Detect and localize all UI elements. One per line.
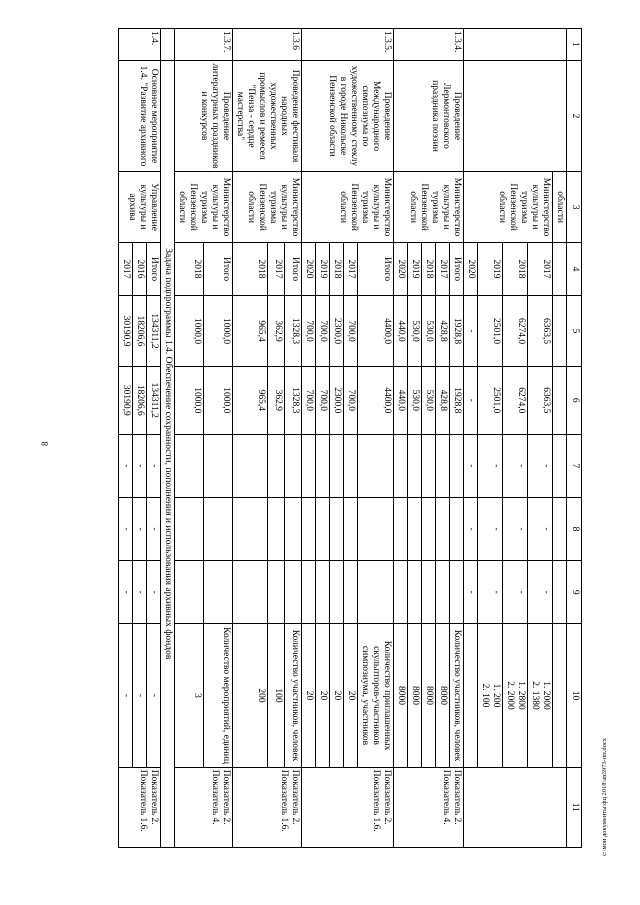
col-header: 1	[567, 29, 582, 61]
value-cell: -	[464, 366, 478, 434]
indicator-cell: -	[133, 624, 147, 767]
cell	[422, 561, 436, 624]
rotated-table-wrapper	[64, 28, 582, 848]
indicator-cell: 1. 2800 2. 2000	[503, 624, 528, 767]
cell	[330, 497, 344, 560]
footer-path: c:\мои документы\фц 2018\ап3973-пп.docx	[601, 737, 608, 856]
cell	[464, 29, 567, 61]
executor-cell: Министерство культуры и туризма Пензенской области	[394, 172, 464, 242]
cell	[330, 561, 344, 624]
cell	[358, 561, 394, 624]
reference-cell: Показатель 2. Показатель 4.	[175, 767, 233, 847]
cell	[161, 29, 175, 61]
year-cell: Итого	[358, 242, 394, 295]
value-cell: -	[119, 561, 133, 624]
header-row	[567, 29, 582, 848]
value-cell: -	[528, 434, 553, 497]
cell	[204, 497, 233, 560]
value-cell: 428,8	[436, 366, 450, 434]
cell	[268, 561, 285, 624]
cell	[422, 434, 436, 497]
col-header: 8	[567, 497, 582, 560]
table-row	[285, 29, 302, 848]
cell	[316, 497, 330, 560]
cell	[450, 561, 464, 624]
cell	[436, 561, 450, 624]
col-header: 9	[567, 561, 582, 624]
task-heading: Задача подпрограммы 1.4. Обеспечение сохранности, пополнения и использования архивных фондов	[161, 60, 175, 847]
value-cell: 4400,0	[358, 296, 394, 366]
reference-cell: Показатель 2. Показатель 1.6.	[119, 767, 161, 847]
value-cell: -	[133, 434, 147, 497]
cell	[285, 497, 302, 560]
indicator-cell: 8000	[436, 624, 450, 767]
cell	[233, 497, 268, 560]
value-cell: -	[133, 497, 147, 560]
cell	[302, 497, 316, 560]
value-cell: 530,0	[408, 366, 422, 434]
value-cell: 700,0	[316, 366, 330, 434]
value-cell: 530,0	[422, 366, 436, 434]
value-cell: -	[147, 561, 161, 624]
indicator-name: Количество участников, человек	[285, 624, 302, 767]
cell	[394, 434, 408, 497]
value-cell: 30190,9	[119, 366, 133, 434]
table-row	[358, 29, 394, 848]
cell	[285, 561, 302, 624]
cell	[553, 624, 567, 767]
cell	[268, 434, 285, 497]
cell	[344, 497, 358, 560]
executor-cell: области	[553, 172, 567, 242]
indicator-cell: 20	[330, 624, 344, 767]
indicator-cell: 1. 2000 2. 1380	[528, 624, 553, 767]
cell	[233, 434, 268, 497]
year-cell: 2020	[464, 242, 478, 295]
year-cell: 2017	[436, 242, 450, 295]
value-cell: 134311,2	[147, 296, 161, 366]
reference-cell: Показатель 2. Показатель 1.6.	[302, 767, 394, 847]
indicator-cell: 20	[302, 624, 316, 767]
year-cell: 2020	[302, 242, 316, 295]
reference-cell: Показатель 2. Показатель 4.	[394, 767, 464, 847]
value-cell: 965,4	[233, 296, 268, 366]
row-number: 1.3.7.	[175, 29, 233, 61]
row-number: 1.3.4.	[394, 29, 464, 61]
indicator-cell: 1. 200 2. 100	[478, 624, 503, 767]
value-cell: 2300,0	[330, 296, 344, 366]
value-cell: 1000,0	[204, 296, 233, 366]
year-cell: Итого	[147, 242, 161, 295]
value-cell: 428,8	[436, 296, 450, 366]
cell	[464, 60, 567, 172]
value-cell: 1928,8	[450, 296, 464, 366]
table-row	[553, 29, 567, 848]
year-cell: Итого	[204, 242, 233, 295]
year-cell: 2018	[233, 242, 268, 295]
col-header: 6	[567, 366, 582, 434]
cell	[422, 497, 436, 560]
cell	[436, 434, 450, 497]
value-cell: 362,9	[268, 366, 285, 434]
value-cell: 1328,3	[285, 296, 302, 366]
cell	[553, 497, 567, 560]
indicator-cell: 100	[268, 624, 285, 767]
cell	[358, 497, 394, 560]
year-cell: 2016	[133, 242, 147, 295]
cell	[175, 561, 204, 624]
cell	[408, 561, 422, 624]
cell	[285, 434, 302, 497]
activity-name: Проведение фестиваля народных художественных промыслов и ремесел "Пенза - сердце мастерства"	[233, 60, 302, 172]
cell	[553, 296, 567, 366]
page-number: 8	[40, 441, 50, 446]
cell	[268, 497, 285, 560]
year-cell: Итого	[285, 242, 302, 295]
cell	[330, 434, 344, 497]
value-cell: -	[503, 434, 528, 497]
value-cell: 1000,0	[175, 366, 204, 434]
cell	[344, 561, 358, 624]
value-cell: 134311,2	[147, 366, 161, 434]
value-cell: 6274,0	[503, 366, 528, 434]
row-number: 1.4.	[119, 29, 161, 61]
cell	[302, 434, 316, 497]
value-cell: -	[478, 561, 503, 624]
value-cell: 700,0	[344, 366, 358, 434]
value-cell: 530,0	[408, 296, 422, 366]
value-cell: -	[464, 497, 478, 560]
row-number: 1.3.5.	[302, 29, 394, 61]
value-cell: -	[528, 561, 553, 624]
col-header: 10	[567, 624, 582, 767]
value-cell: 6363,5	[528, 366, 553, 434]
cell	[233, 561, 268, 624]
value-cell: 1928,8	[450, 366, 464, 434]
year-cell: 2018	[503, 242, 528, 295]
cell	[408, 497, 422, 560]
row-number: 1.3.6	[233, 29, 302, 61]
indicator-cell: 20	[344, 624, 358, 767]
executor-cell: Министерство культуры и туризма Пензенской области	[175, 172, 233, 242]
indicator-cell: -	[147, 624, 161, 767]
indicator-cell: 8000	[408, 624, 422, 767]
cell	[175, 497, 204, 560]
value-cell: -	[478, 497, 503, 560]
value-cell: -	[119, 434, 133, 497]
value-cell: 700,0	[316, 296, 330, 366]
col-header: 7	[567, 434, 582, 497]
year-cell: 2019	[316, 242, 330, 295]
value-cell: 2300,0	[330, 366, 344, 434]
value-cell: 18206,6	[133, 366, 147, 434]
value-cell: -	[503, 497, 528, 560]
value-cell: -	[503, 561, 528, 624]
value-cell: -	[119, 497, 133, 560]
cell	[394, 561, 408, 624]
value-cell: 700,0	[302, 296, 316, 366]
cell	[316, 561, 330, 624]
cell	[450, 497, 464, 560]
cell	[464, 767, 567, 847]
year-cell: 2017	[268, 242, 285, 295]
value-cell: 440,0	[394, 296, 408, 366]
value-cell: -	[147, 434, 161, 497]
program-table	[118, 28, 582, 848]
cell	[358, 434, 394, 497]
year-cell: 2018	[175, 242, 204, 295]
activity-name: Проведение Лермонтовского праздника поэзии	[394, 60, 464, 172]
col-header: 11	[567, 767, 582, 847]
value-cell: -	[528, 497, 553, 560]
value-cell: 700,0	[302, 366, 316, 434]
activity-name: Проведение Международного симпозиума по художественному стеклу в городе Никольске Пензенской области	[302, 60, 394, 172]
year-cell: 2020	[394, 242, 408, 295]
indicator-cell: -	[119, 624, 133, 767]
cell	[436, 497, 450, 560]
cell	[316, 434, 330, 497]
value-cell: 700,0	[344, 296, 358, 366]
value-cell: 1000,0	[204, 366, 233, 434]
col-header: 5	[567, 296, 582, 366]
activity-name: Проведение литературных праздников и конкурсов	[175, 60, 233, 172]
year-cell: 2019	[478, 242, 503, 295]
value-cell: 530,0	[422, 296, 436, 366]
table-row	[161, 29, 175, 848]
value-cell: -	[133, 561, 147, 624]
value-cell: 6363,5	[528, 296, 553, 366]
indicator-name: Количество участников, человек	[450, 624, 464, 767]
indicator-name: Количество приглашенных скульпторов-участников симпозиума, участников	[358, 624, 394, 767]
activity-name: Основное мероприятие 1.4. "Развитие архивного	[119, 60, 161, 172]
cell	[553, 242, 567, 295]
indicator-cell: 8000	[394, 624, 408, 767]
cell	[553, 434, 567, 497]
value-cell: 440,0	[394, 366, 408, 434]
value-cell: 6274,0	[503, 296, 528, 366]
year-cell: 2019	[408, 242, 422, 295]
col-header: 2	[567, 60, 582, 172]
cell	[450, 434, 464, 497]
cell	[344, 434, 358, 497]
value-cell: -	[147, 497, 161, 560]
indicator-cell	[464, 624, 478, 767]
cell	[204, 434, 233, 497]
col-header: 3	[567, 172, 582, 242]
executor-cell: Министерство культуры и туризма Пензенской области	[302, 172, 394, 242]
value-cell: 18206,6	[133, 296, 147, 366]
year-cell: 2017	[119, 242, 133, 295]
cell	[553, 561, 567, 624]
table-row	[450, 29, 464, 848]
table-row	[204, 29, 233, 848]
cell	[408, 434, 422, 497]
executor-cell: Управление культуры и архива	[119, 172, 161, 242]
value-cell: 4400,0	[358, 366, 394, 434]
value-cell: -	[464, 434, 478, 497]
indicator-cell: 8000	[422, 624, 436, 767]
value-cell: -	[478, 434, 503, 497]
value-cell: -	[464, 296, 478, 366]
cell	[204, 561, 233, 624]
year-cell: 2017	[528, 242, 553, 295]
col-header: 4	[567, 242, 582, 295]
value-cell: -	[464, 561, 478, 624]
reference-cell: Показатель 2. Показатель 1.6.	[233, 767, 302, 847]
year-cell: Итого	[450, 242, 464, 295]
year-cell: 2017	[344, 242, 358, 295]
table-row	[147, 29, 161, 848]
indicator-cell: 20	[316, 624, 330, 767]
indicator-cell: 3	[175, 624, 204, 767]
cell	[553, 366, 567, 434]
executor-cell: Министерство культуры и туризма Пензенской области	[464, 172, 553, 242]
indicator-name: Количество мероприятий, единиц	[204, 624, 233, 767]
cell	[302, 561, 316, 624]
year-cell: 2018	[330, 242, 344, 295]
value-cell: 1328,3	[285, 366, 302, 434]
value-cell: 30190,9	[119, 296, 133, 366]
value-cell: 1000,0	[175, 296, 204, 366]
indicator-cell: 200	[233, 624, 268, 767]
year-cell: 2018	[422, 242, 436, 295]
executor-cell: Министерство культуры и туризма Пензенской области	[233, 172, 302, 242]
value-cell: 362,9	[268, 296, 285, 366]
cell	[394, 497, 408, 560]
value-cell: 2501,0	[478, 366, 503, 434]
value-cell: 2501,0	[478, 296, 503, 366]
value-cell: 965,4	[233, 366, 268, 434]
cell	[175, 434, 204, 497]
